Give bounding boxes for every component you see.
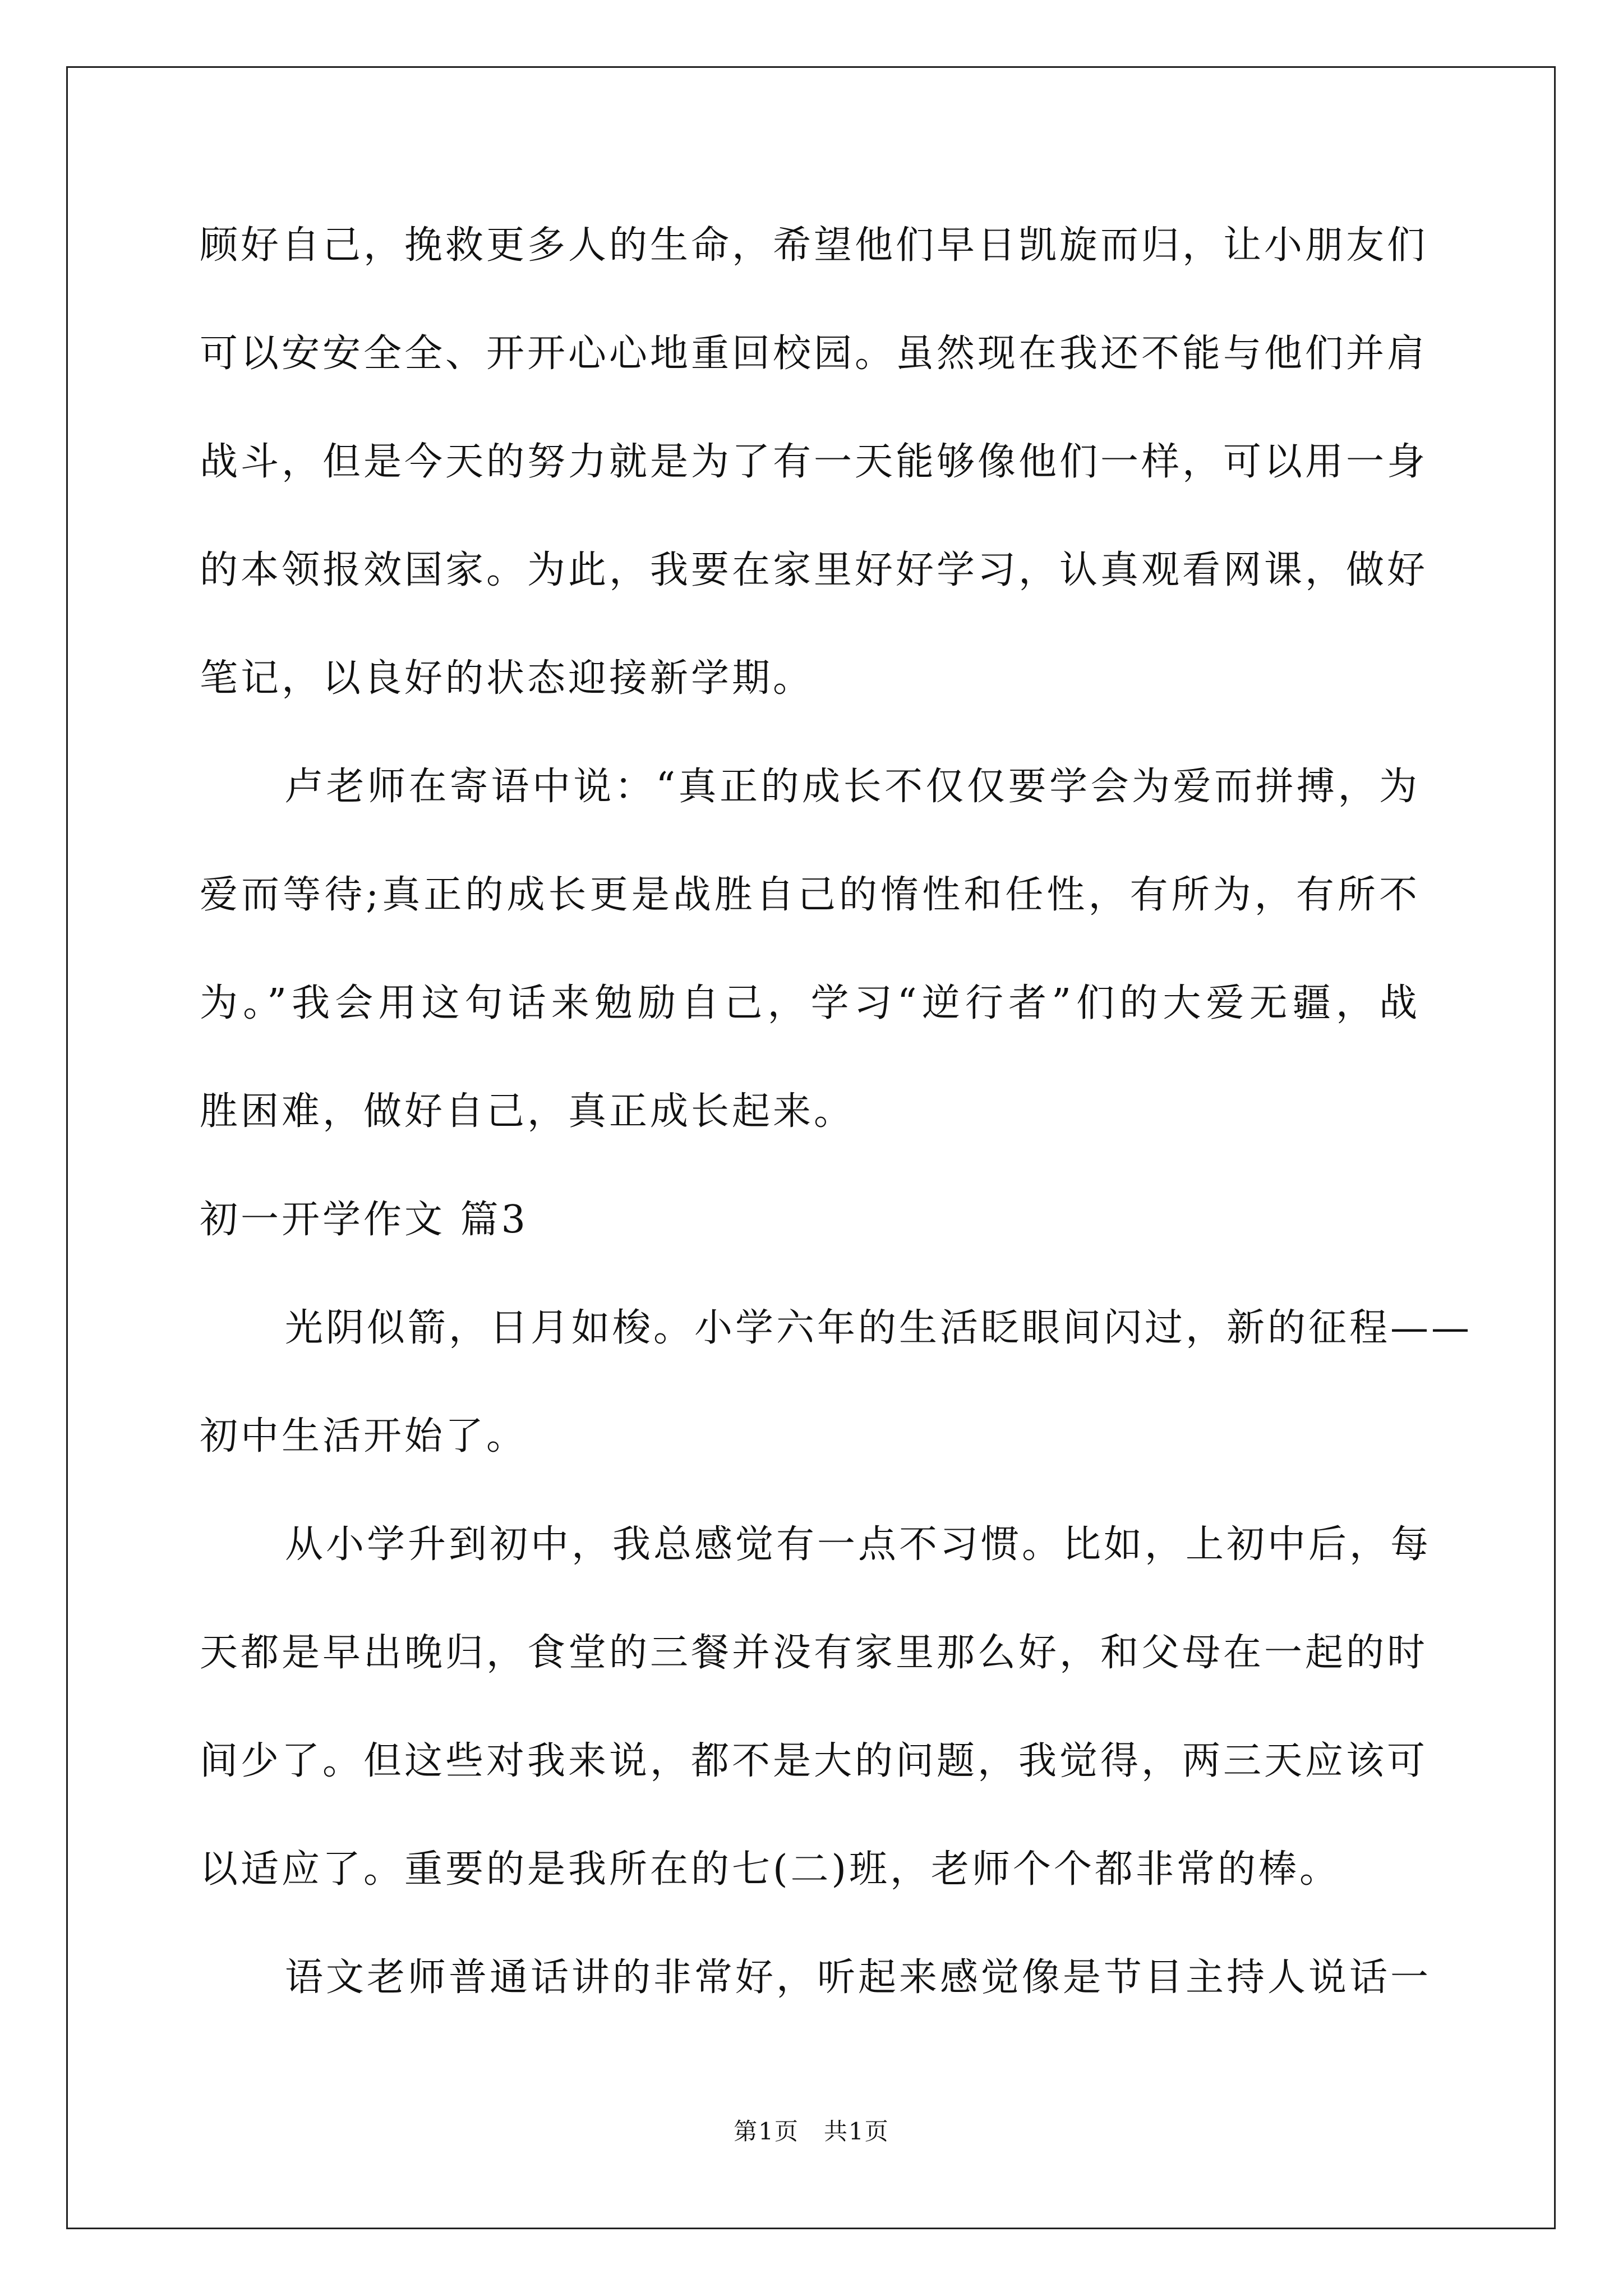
section-heading: 初一开学作文 篇3 (200, 1198, 528, 1242)
paragraph-line: 光阴似箭，日月如梭。小学六年的生活眨眼间闪过，新的征程—— (285, 1306, 1473, 1350)
paragraph-line: 语文老师普通话讲的非常好，听起来感觉像是节目主持人说话一 (285, 1955, 1432, 2000)
paragraph-line: 天都是早出晚归，食堂的三餐并没有家里那么好，和父母在一起的时 (200, 1631, 1428, 1675)
paragraph-line: 战斗，但是今天的努力就是为了有一天能够像他们一样，可以用一身 (200, 440, 1428, 484)
paragraph-line: 卢老师在寄语中说：“真正的成长不仅仅要学会为爱而拼搏，为 (285, 765, 1421, 809)
document-body (200, 218, 1473, 2058)
paragraph-line: 以适应了。重要的是我所在的七(二)班，老师个个都非常的棒。 (200, 1847, 1341, 1892)
paragraph-line: 初中生活开始了。 (200, 1414, 528, 1458)
paragraph-line: 胜困难，做好自己，真正成长起来。 (200, 1089, 855, 1134)
paragraph-line: 间少了。但这些对我来说，都不是大的问题，我觉得，两三天应该可 (200, 1739, 1428, 1783)
paragraph-line: 从小学升到初中，我总感觉有一点不习惯。比如，上初中后，每 (285, 1522, 1432, 1567)
page-number-footer: 第1页 共1页 (734, 2118, 889, 2145)
paragraph-line: 顾好自己，挽救更多人的生命，希望他们早日凯旋而归，让小朋友们 (200, 223, 1428, 268)
paragraph-line: 爱而等待;真正的成长更是战胜自己的惰性和任性，有所为，有所不 (200, 873, 1420, 917)
paragraph-line: 笔记，以良好的状态迎接新学期。 (200, 656, 814, 701)
paragraph-line: 可以安安全全、开开心心地重回校园。虽然现在我还不能与他们并肩 (200, 332, 1428, 376)
paragraph-line: 的本领报效国家。为此，我要在家里好好学习，认真观看网课，做好 (200, 548, 1428, 592)
paragraph-line: 为。”我会用这句话来勉励自己，学习“逆行者”们的大爱无疆，战 (200, 981, 1420, 1025)
